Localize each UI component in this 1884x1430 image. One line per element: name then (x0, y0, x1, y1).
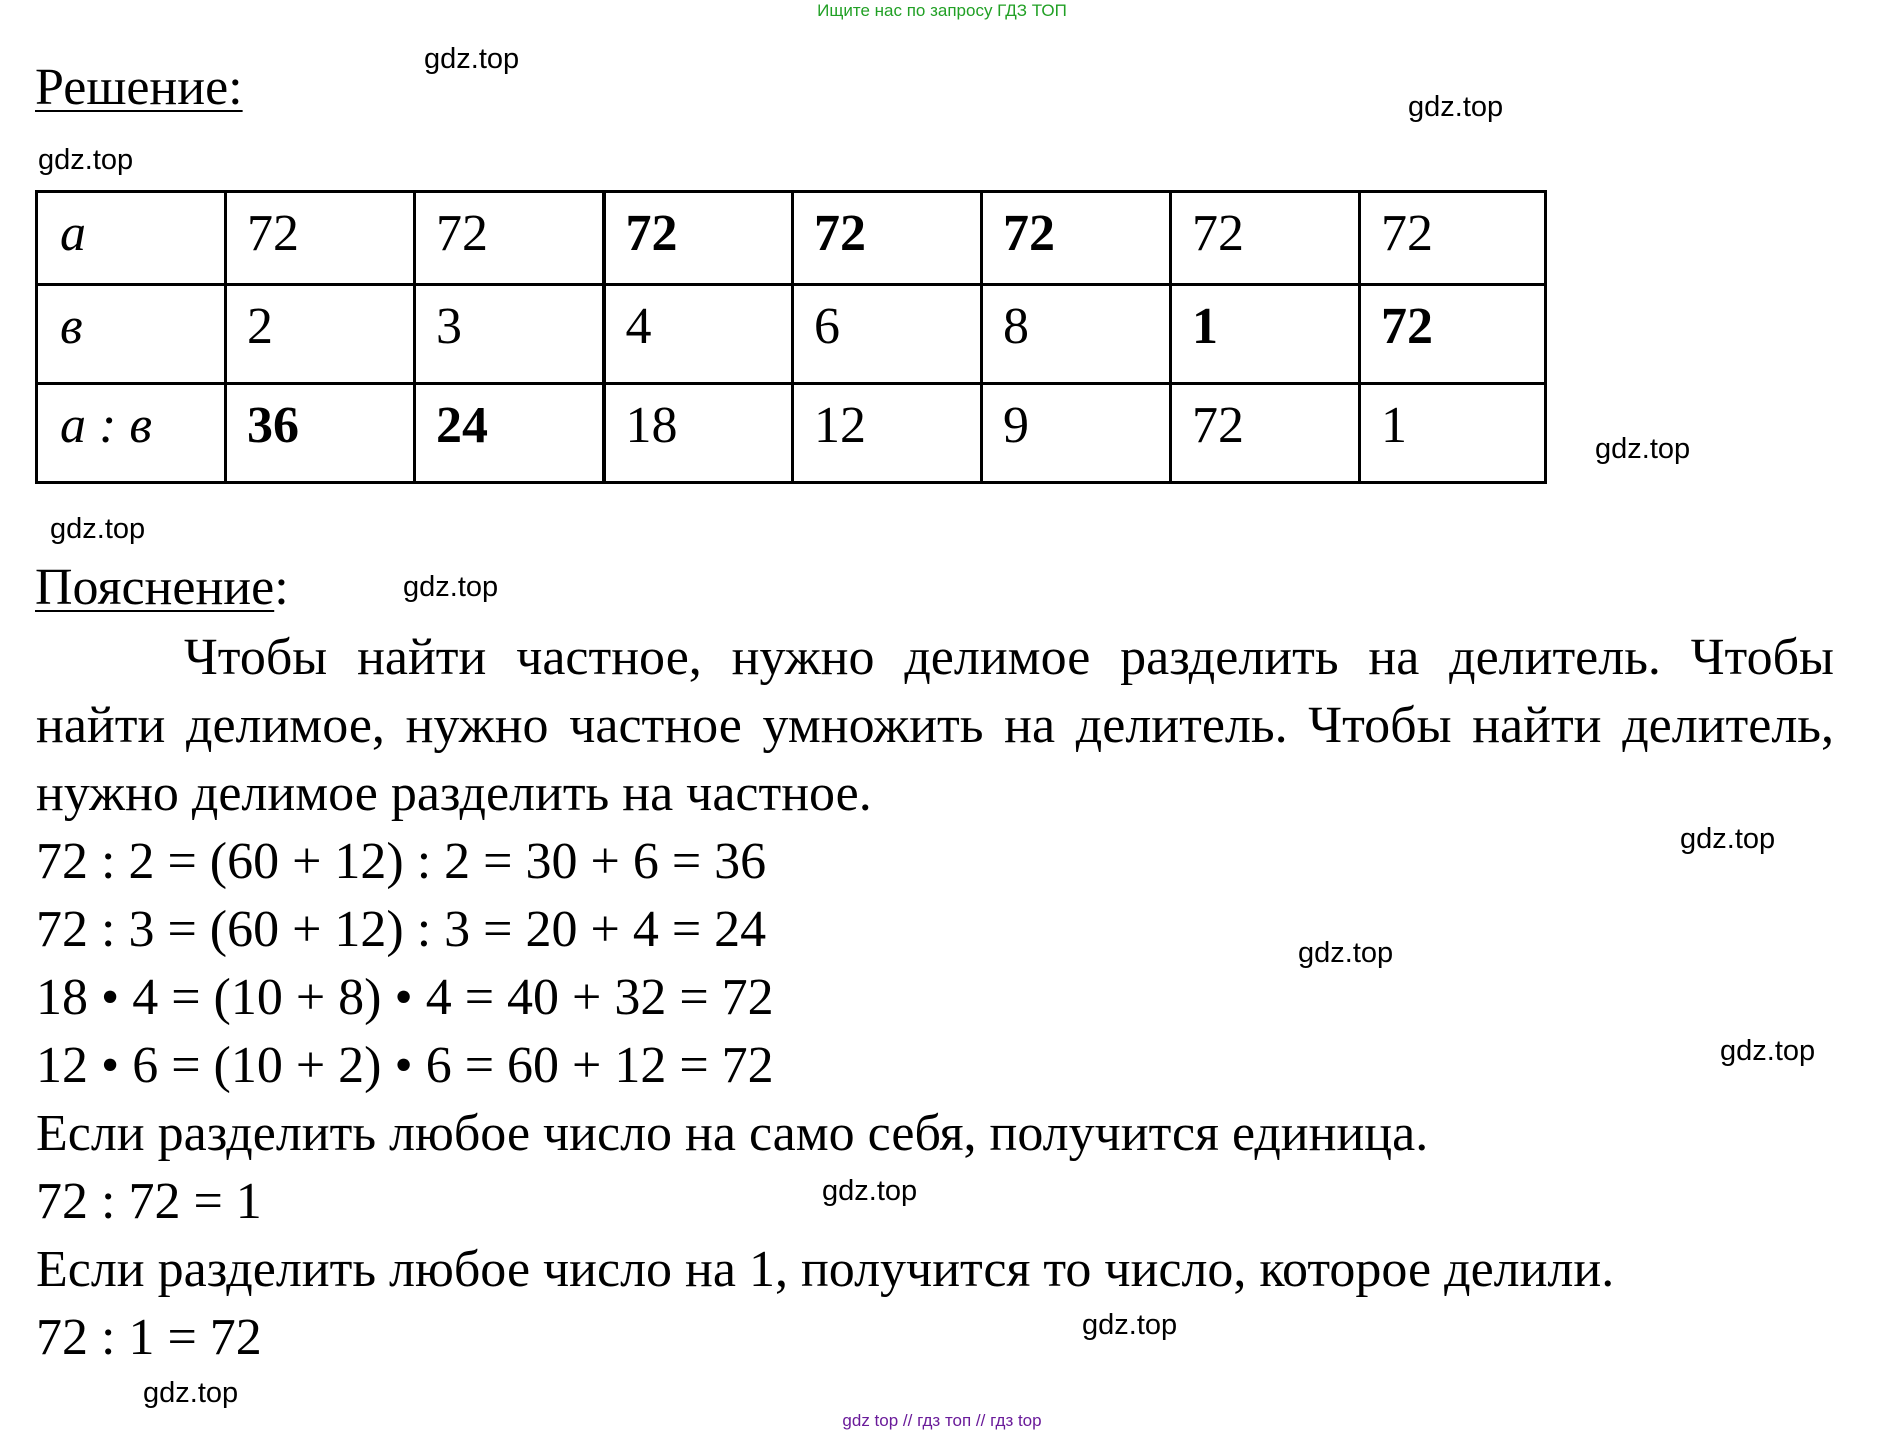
table-cell: 6 (793, 285, 982, 384)
watermark: gdz.top (143, 1377, 239, 1409)
table-cell: 72 (1171, 192, 1360, 285)
watermark: gdz.top (1408, 91, 1504, 123)
table-row-b (37, 285, 1546, 384)
watermark: gdz.top (1720, 1035, 1816, 1067)
table-cell: 12 (793, 384, 982, 483)
calc-line: 18 • 4 = (10 + 8) • 4 = 40 + 32 = 72 (36, 969, 774, 1026)
table-cell: 2 (226, 285, 415, 384)
table-cell: 1 (1360, 384, 1546, 483)
watermark: gdz.top (1082, 1309, 1178, 1341)
row-label: а (37, 192, 226, 285)
table-cell: 72 (982, 192, 1171, 285)
rule-line: Если разделить любое число на 1, получится то число, которое делили. (36, 1241, 1615, 1298)
table-cell: 24 (415, 384, 604, 483)
table-cell: 3 (415, 285, 604, 384)
explanation-body (36, 624, 1834, 1372)
solution-heading-text: Решение: (35, 59, 243, 116)
table-row-quotient (37, 384, 1546, 483)
table-cell: 72 (793, 192, 982, 285)
rule-paragraph: Чтобы найти частное, нужно делимое разделить на делитель. Чтобы найти делимое, нужно частное умножить на делитель. Чтобы найти делитель, нужно делимое разделить на частное. (36, 629, 1834, 822)
row-label: в (37, 285, 226, 384)
table-row-a (37, 192, 1546, 285)
calc-line: 72 : 72 = 1 (36, 1173, 262, 1230)
watermark: gdz.top (424, 43, 520, 75)
footer-links[interactable]: gdz top // гдз топ // гдз top (842, 1411, 1042, 1430)
watermark: gdz.top (1298, 937, 1394, 969)
watermark: gdz.top (822, 1175, 918, 1207)
watermark: gdz.top (38, 144, 134, 176)
table-cell: 72 (415, 192, 604, 285)
watermark: gdz.top (1680, 823, 1776, 855)
table-cell: 72 (604, 192, 793, 285)
calc-line: 12 • 6 = (10 + 2) • 6 = 60 + 12 = 72 (36, 1037, 774, 1094)
table-cell: 36 (226, 384, 415, 483)
calc-line: 72 : 3 = (60 + 12) : 3 = 20 + 4 = 24 (36, 901, 767, 958)
table-cell: 72 (1171, 384, 1360, 483)
watermark: gdz.top (1595, 433, 1691, 465)
rule-line: Если разделить любое число на само себя, получится единица. (36, 1105, 1429, 1162)
calc-line: 72 : 2 = (60 + 12) : 2 = 30 + 6 = 36 (36, 833, 767, 890)
row-label: а : в (37, 384, 226, 483)
explanation-heading (35, 558, 289, 618)
table-cell: 72 (1360, 285, 1546, 384)
top-banner[interactable]: Ищите нас по запросу ГДЗ ТОП (817, 1, 1067, 20)
table-cell: 9 (982, 384, 1171, 483)
table-cell: 18 (604, 384, 793, 483)
solution-heading (35, 58, 243, 118)
table-cell: 72 (226, 192, 415, 285)
explanation-heading-text: Пояснение (35, 559, 275, 616)
table-cell: 72 (1360, 192, 1546, 285)
explanation-heading-colon: : (274, 559, 289, 616)
table-cell: 1 (1171, 285, 1360, 384)
calc-line: 72 : 1 = 72 (36, 1309, 262, 1366)
watermark: gdz.top (403, 571, 499, 603)
table-cell: 8 (982, 285, 1171, 384)
solution-table (35, 190, 1547, 484)
table-cell: 4 (604, 285, 793, 384)
watermark: gdz.top (50, 513, 146, 545)
